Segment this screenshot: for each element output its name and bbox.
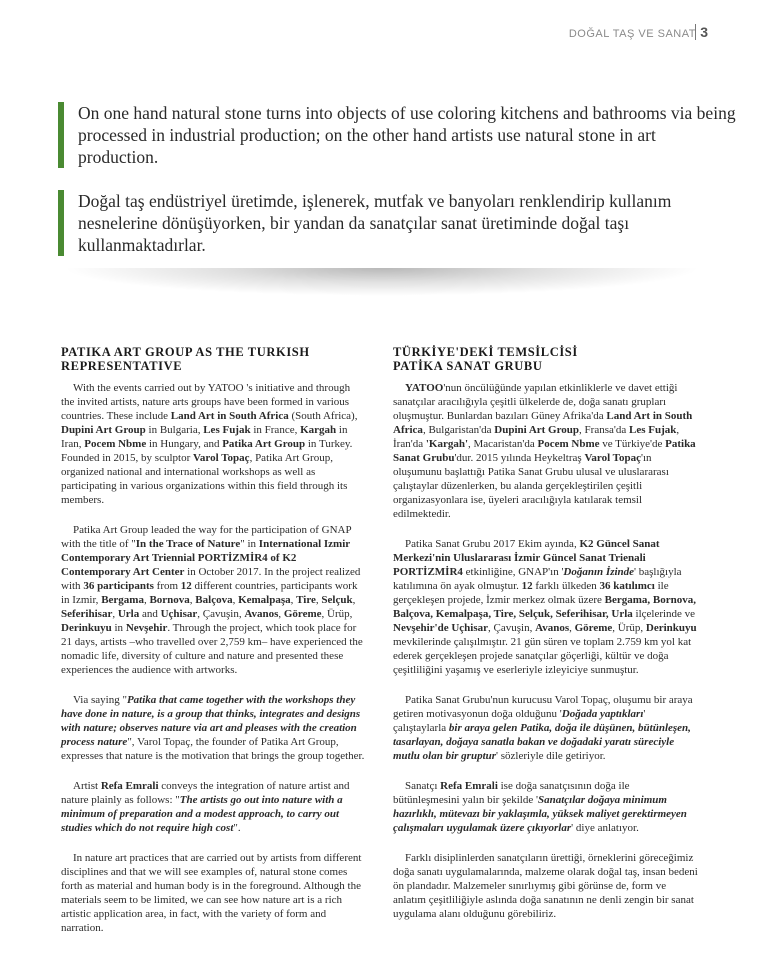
left-paragraph-1: With the events carried out by YATOO 's initiative and through the invited artists, nature arts groups have been formed in various countries. These include Land Art in South Africa (South Africa), Dupini Art Group in Bulgaria, Les Fujak in France, Kargah in Iran, Pocem Nbme in Hungary, and Patika Art Group in Turkey. Founded in 2015, by sculptor Varol Topaç, Patika Art Group, organized national and international workshops as well as participating in various organizations within this field through its members. [61, 382, 358, 506]
left-column [61, 345, 366, 951]
left-paragraph-3: Via saying "Patika that came together with the workshops they have done in nature, is a group that thinks, integrates and designs with nature; observes nature via art and pleases with the creation process nature", Varol Topaç, the founder of Patika Art Group, expresses that nature is the motivation that brings the group together. [61, 694, 365, 762]
right-column [393, 345, 698, 937]
left-paragraph-2: Patika Art Group leaded the way for the participation of GNAP with the title of "In the Trace of Nature" in International Izmir Contemporary Art Triennial PORTİZMİR4 of K2 Contemporary Art Center in October 2017. In the project realized with 36 participants from 12 different countries, participants work in Izmir, Bergama, Bornova, Balçova, Kemalpaşa, Tire, Selçuk, Seferihisar, Urla and Uçhisar, Çavuşin, Avanos, Göreme, Ürüp, Derinkuyu in Nevşehir. Through the project, which took place for 21 days, artists –who travelled over 2,759 km– have experienced the nomadic life, diversity of culture and nature and presented these experiences the audience with artworks. [61, 524, 363, 676]
right-paragraph-5: Farklı disiplinlerden sanatçıların ürettiği, örneklerini göreceğimiz doğa sanatı uygulamalarında, malzeme olarak doğal taş, insan bedeni ön plandadır. Malzemeler sınırlıymış gibi görünse de, form ve anlatım çeşitliliğiyle aslında doğa sanatının ne denli zengin bir sanat uygulama alanı olduğunu görebiliriz. [393, 852, 698, 920]
left-paragraph-5: In nature art practices that are carried out by artists from different disciplines and that we will see examples of, natural stone comes forth as material and human body is in the foreground. Although the materials seem to be limited, we can see how nature art is a rich artistic application area, in fact, with the variety of form and narration. [61, 852, 362, 934]
left-column-heading: PATIKA ART GROUP AS THE TURKISH REPRESENTATIVE [61, 345, 310, 373]
pull-quote-english: On one hand natural stone turns into objects of use coloring kitchens and bathrooms via being processed in industrial production; on the other hand artists use natural stone in art production. [58, 102, 738, 168]
right-paragraph-3: Patika Sanat Grubu'nun kurucusu Varol Topaç, oluşumu bir araya getiren motivasyonun doğa olduğunu 'Doğada yaptıkları' çalıştaylarla bir araya gelen Patika, doğa ile düşünen, bütünleşen, tasarlayan, doğaya sanatla bakan ve doğadaki yaratı süreciyle mutlu olan bir gruptur' sözleriyle dile getiriyor. [393, 694, 693, 762]
pull-quote-turkish: Doğal taş endüstriyel üretimde, işlenerek, mutfak ve banyoları renklendirip kullanım nesnelerine dönüşüyorken, bir yandan da sanatçılar sanat üretiminde doğal taşı kullanmaktadırlar. [58, 190, 738, 256]
section-divider-shadow [62, 268, 702, 296]
right-paragraph-1: YATOO'nun öncülüğünde yapılan etkinliklerle ve davet ettiği sanatçılar aracılığıyla çeşitli ülkelerde de, doğa sanatı grupları oluşmuştur. Bunlardan bazıları Güney Afrika'da Land Art in South Africa, Bulgaristan'da Dupini Art Group, Fransa'da Les Fujak, İran'da 'Kargah', Macaristan'da Pocem Nbme ve Türkiye'de Patika Sanat Grubu'dur. 2015 yılında Heykeltraş Varol Topaç'ın oluşumunu başlattığı Patika Sanat Grubu ulusal ve uluslararası çalıştaylar düzenlerken, bu alanda gerçekleştirilen çeşitli organizasyonlara ise, üyeleri aracılığıyla katılarak temsil edilmektedir. [393, 382, 696, 520]
page-number: 3 [695, 24, 708, 40]
section-title: DOĞAL TAŞ VE SANAT [568, 28, 696, 40]
left-paragraph-4: Artist Refa Emrali conveys the integration of nature artist and nature plainly as follows: "The artists go out into nature with a minimum of preparation and a modest approach, to carry out studies which do not require high cost". [61, 780, 350, 834]
right-column-heading: TÜRKİYE'DEKİ TEMSİLCİSİ PATİKA SANAT GRUBU [393, 345, 578, 373]
right-paragraph-2: Patika Sanat Grubu 2017 Ekim ayında, K2 Güncel Sanat Merkezi'nin Uluslararası İzmir Güncel Sanat Trienali PORTİZMİR4 etkinliğine, GNAP'ın 'Doğanın İzinde' başlığıyla katılımına ön ayak olmuştur. 12 farklı ülkeden 36 katılımcı ile gerçekleşen projede, İzmir merkez olmak üzere Bergama, Bornova, Balçova, Kemalpaşa, Tire, Selçuk, Seferihisar, Urla ilçelerinde ve Nevşehir'de Uçhisar, Çavuşin, Avanos, Göreme, Ürüp, Derinkuyu mevkilerinde çalışılmıştır. 21 gün süren ve toplam 2.759 km yol kat ederek gerçekleşen projede sanatçılar göçerliği, kültür ve doğa çeşitliliğini yaşamış ve eserleriyle izleyiciye sunmuştur. [393, 538, 697, 676]
right-paragraph-4: Sanatçı Refa Emrali ise doğa sanatçısının doğa ile bütünleşmesini yalın bir şekilde 'Sanatçılar doğaya minimum hazırlıklı, mütevazı bir yaklaşımla, yüksek maliyet gerektirmeyen çalışmaları uygulamak üzere çıkıyorlar' diye anlatıyor. [393, 780, 687, 834]
